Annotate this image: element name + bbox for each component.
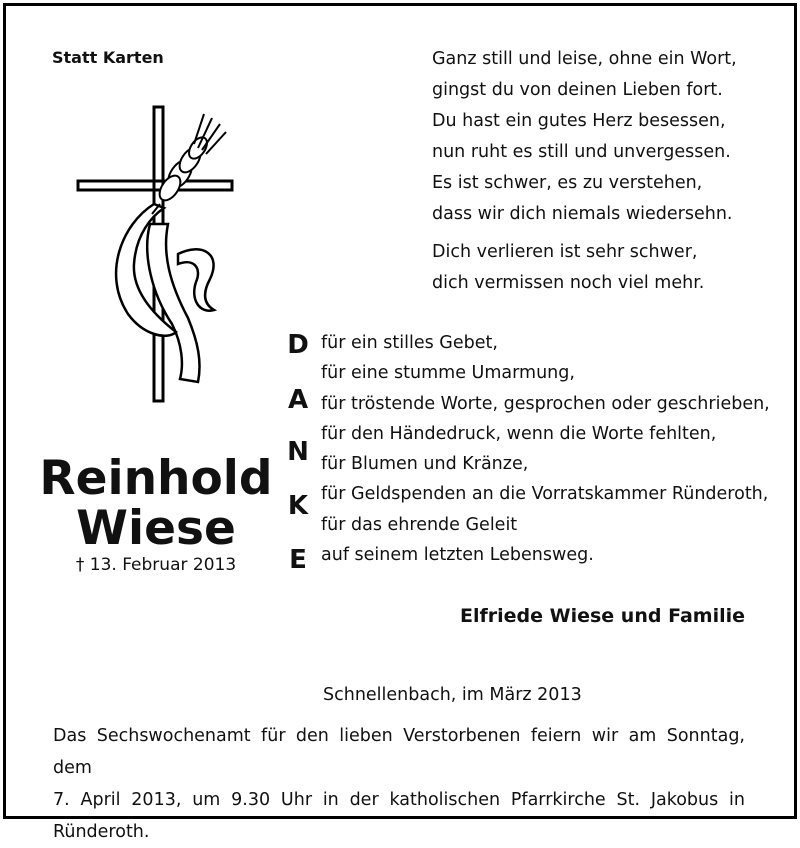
poem-line: gingst du von deinen Lieben fort. — [432, 80, 723, 100]
memorial-mass-notice — [53, 720, 745, 848]
danke-letter-k: K — [287, 491, 309, 521]
cross-with-wheat-icon — [72, 104, 238, 404]
poem-line: dass wir dich niemals wiedersehn. — [432, 204, 733, 224]
danke-letter-a: A — [287, 385, 309, 415]
thanks-line: für eine stumme Umarmung, — [321, 363, 575, 384]
poem-block — [432, 44, 737, 230]
poem-line: Es ist schwer, es zu verstehen, — [432, 173, 703, 193]
poem-line: dich vermissen noch viel mehr. — [432, 273, 705, 293]
poem-line: Ganz still und leise, ohne ein Wort, — [432, 49, 737, 69]
thanks-line: für ein stilles Gebet, — [321, 333, 498, 353]
poem-line: Du hast ein gutes Herz besessen, — [432, 111, 726, 131]
notice-line-1: Das Sechswochenamt für den lieben Verstorbenen feiern wir am Sonntag, dem — [53, 726, 745, 778]
thanks-line: für Geldspenden an die Vorratskammer Ründeroth, — [321, 484, 769, 505]
death-date: † 13. Februar 2013 — [75, 555, 237, 575]
family-signature: Elfriede Wiese und Familie — [460, 605, 745, 627]
thanks-block — [321, 328, 770, 570]
notice-line-2: 7. April 2013, um 9.30 Uhr in der katholischen Pfarrkirche St. Jakobus in Ründeroth. — [53, 790, 745, 842]
statt-karten-label: Statt Karten — [52, 48, 164, 67]
thanks-line: für Blumen und Kränze, — [321, 454, 529, 475]
thanks-line: auf seinem letzten Lebensweg. — [321, 545, 594, 566]
danke-letter-e: E — [289, 545, 307, 575]
poem-line: Dich verlieren ist sehr schwer, — [432, 242, 698, 262]
thanks-line: für das ehrende Geleit — [321, 514, 518, 535]
deceased-first-name: Reinhold — [39, 451, 273, 506]
place-date: Schnellenbach, im März 2013 — [323, 685, 582, 705]
poem-block-2 — [432, 237, 704, 299]
poem-line: nun ruht es still und unvergessen. — [432, 142, 731, 162]
thanks-line: für den Händedruck, wenn die Worte fehlten, — [321, 423, 717, 444]
thanks-line: für tröstende Worte, gesprochen oder geschrieben, — [321, 393, 770, 414]
danke-letter-n: N — [287, 437, 309, 467]
deceased-last-name: Wiese — [76, 501, 236, 556]
danke-letter-d: D — [287, 330, 309, 360]
